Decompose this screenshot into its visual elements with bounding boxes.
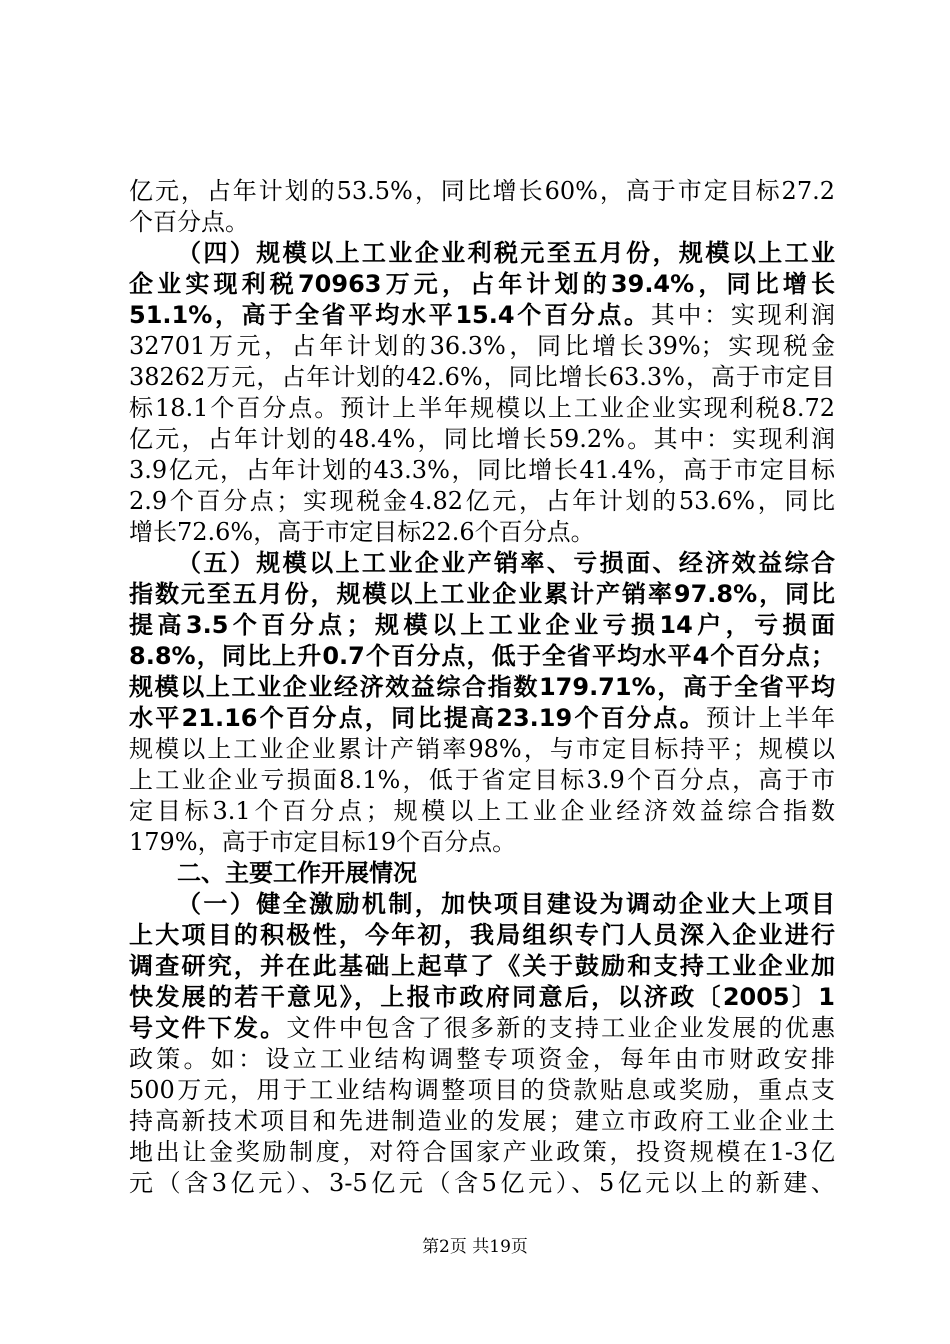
text-line: 上大项目的积极性，今年初，我局组织专门人员深入企业进行 bbox=[129, 921, 835, 949]
text-line: 标18.1个百分点。预计上半年规模以上工业企业实现利税8.72 bbox=[129, 394, 835, 422]
text-line: 企业实现利税70963万元，占年计划的39.4%，同比增长 bbox=[129, 270, 835, 298]
text-line: 地出让金奖励制度，对符合国家产业政策，投资规模在1-3亿 bbox=[129, 1138, 835, 1166]
text-segment: 其中：实现利润 bbox=[650, 301, 835, 329]
bold-segment: 51.1%，高于全省平均水平15.4个百分点。 bbox=[129, 301, 651, 329]
text-line: 调查研究，并在此基础上起草了《关于鼓励和支持工业企业加 bbox=[129, 952, 835, 980]
text-line: 政策。如：设立工业结构调整专项资金，每年由市财政安排 bbox=[129, 1045, 835, 1073]
text-line: 179%，高于市定目标19个百分点。 bbox=[129, 828, 517, 856]
text-line bbox=[129, 703, 835, 734]
text-line: 规模以上工业企业累计产销率98%，与市定目标持平；规模以 bbox=[129, 735, 835, 763]
text-line: 上工业企业亏损面8.1%，低于省定目标3.9个百分点，高于市 bbox=[129, 766, 835, 794]
text-line: 个百分点。 bbox=[129, 208, 249, 236]
text-line: 32701万元，占年计划的36.3%，同比增长39%；实现税金 bbox=[129, 332, 835, 360]
text-line: 规模以上工业企业经济效益综合指数179.71%，高于全省平均 bbox=[129, 673, 835, 701]
page-footer: 第2页 共19页 bbox=[422, 1237, 528, 1257]
document-body bbox=[129, 176, 835, 1199]
text-line: 快发展的若干意见》，上报市政府同意后，以济政〔2005〕1 bbox=[129, 983, 835, 1011]
text-segment: 文件中包含了很多新的支持工业企业发展的优惠 bbox=[286, 1014, 835, 1042]
bold-segment: 水平21.16个百分点，同比提高23.19个百分点。 bbox=[129, 704, 706, 732]
text-line: 持高新技术项目和先进制造业的发展；建立市政府工业企业土 bbox=[129, 1107, 835, 1135]
text-line: 元（含3亿元）、3-5亿元（含5亿元）、5亿元以上的新建、 bbox=[129, 1169, 835, 1197]
text-line: 38262万元，占年计划的42.6%，同比增长63.3%，高于市定目 bbox=[129, 363, 835, 391]
text-line: 500万元，用于工业结构调整项目的贷款贴息或奖励，重点支 bbox=[129, 1076, 835, 1104]
text-line: 提高3.5个百分点；规模以上工业企业亏损14户，亏损面 bbox=[129, 611, 835, 639]
text-line: 二、主要工作开展情况 bbox=[177, 859, 417, 887]
bold-segment: 号文件下发。 bbox=[129, 1014, 287, 1042]
text-line: （五）规模以上工业企业产销率、亏损面、经济效益综合 bbox=[177, 549, 835, 577]
text-line: 指数元至五月份，规模以上工业企业累计产销率97.8%，同比 bbox=[129, 580, 835, 608]
text-line: （四）规模以上工业企业利税元至五月份，规模以上工业 bbox=[177, 239, 835, 267]
text-line: 增长72.6%，高于市定目标22.6个百分点。 bbox=[129, 518, 595, 546]
text-line: 3.9亿元，占年计划的43.3%，同比增长41.4%，高于市定目标 bbox=[129, 456, 835, 484]
text-line bbox=[129, 1013, 835, 1044]
text-line: 亿元，占年计划的48.4%，同比增长59.2%。其中：实现利润 bbox=[129, 425, 835, 453]
text-line bbox=[129, 300, 835, 331]
text-line: 亿元，占年计划的53.5%，同比增长60%，高于市定目标27.2 bbox=[129, 177, 835, 205]
text-line: （一）健全激励机制，加快项目建设为调动企业大上项目 bbox=[177, 890, 835, 918]
text-line: 8.8%，同比上升0.7个百分点，低于全省平均水平4个百分点； bbox=[129, 642, 835, 670]
text-segment: 预计上半年 bbox=[705, 704, 835, 732]
text-line: 2.9个百分点；实现税金4.82亿元，占年计划的53.6%，同比 bbox=[129, 487, 835, 515]
text-line: 定目标3.1个百分点；规模以上工业企业经济效益综合指数 bbox=[129, 797, 835, 825]
